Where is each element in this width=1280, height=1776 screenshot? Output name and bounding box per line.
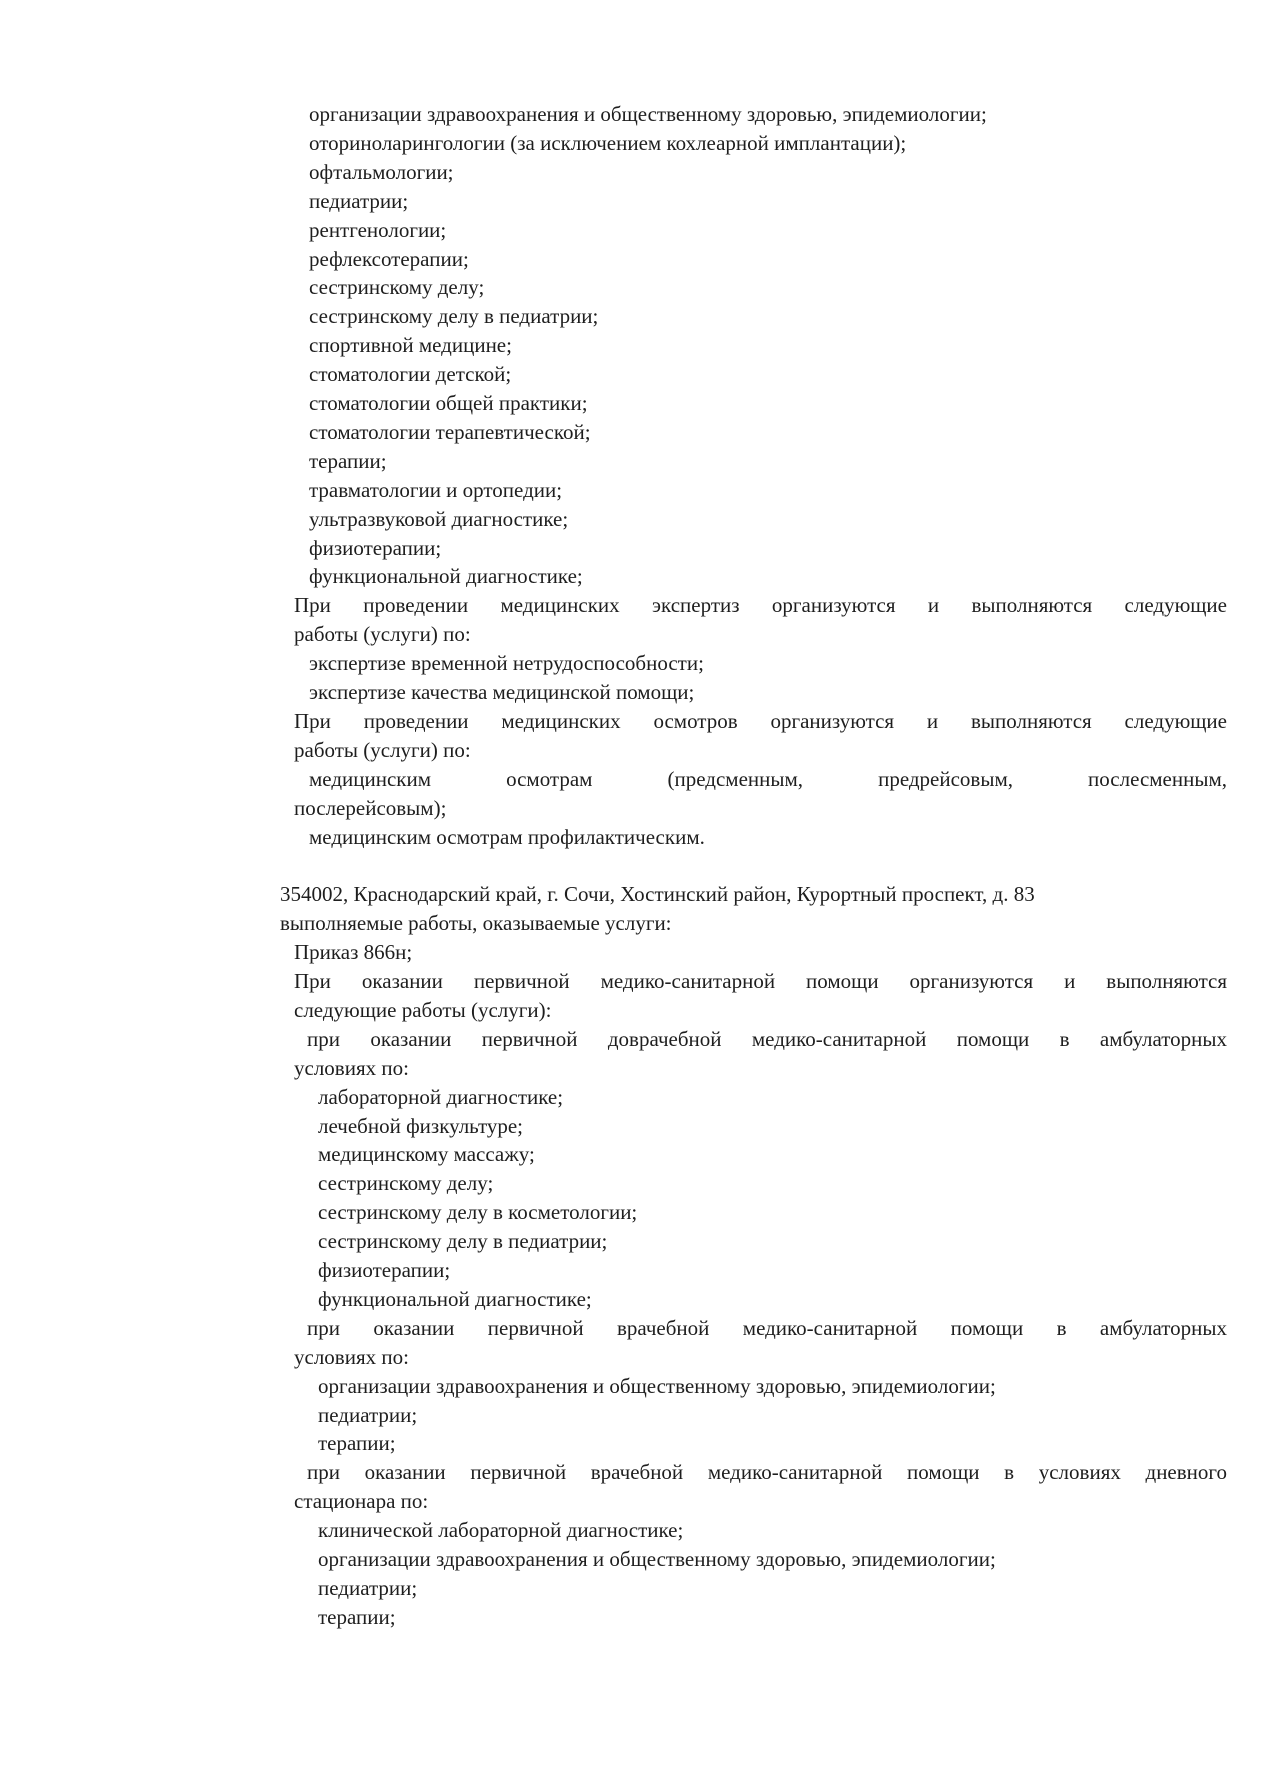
list-item: сестринскому делу; xyxy=(309,275,485,300)
paragraph-line: При проведении медицинских экспертиз организуются и выполняются следующие xyxy=(294,593,1227,618)
paragraph-line: Приказ 866н; xyxy=(294,940,413,965)
paragraph-line: При проведении медицинских осмотров организуются и выполняются следующие xyxy=(294,708,1227,733)
list-item: терапии; xyxy=(318,1431,396,1456)
paragraph-line: При оказании первичной медико-санитарной помощи организуются и выполняются xyxy=(294,969,1227,993)
paragraph-line: послерейсовым); xyxy=(294,795,447,820)
paragraph-line: условиях по: xyxy=(294,1344,409,1369)
list-item: стоматологии детской; xyxy=(309,362,512,387)
list-item: организации здравоохранения и общественному здоровью, эпидемиологии; xyxy=(309,102,987,126)
list-item: педиатрии; xyxy=(318,1402,418,1427)
list-item: стоматологии терапевтической; xyxy=(309,419,591,444)
list-item: медицинским осмотрам (предсменным, предрейсовым, послесменным, xyxy=(309,766,1227,791)
list-item: рефлексотерапии; xyxy=(309,246,469,271)
address-line: 354002, Краснодарский край, г. Сочи, Хостинский район, Курортный проспект, д. 83 xyxy=(280,882,1035,907)
list-item: экспертизе временной нетрудоспособности; xyxy=(309,651,704,676)
paragraph-line: при оказании первичной доврачебной медико-санитарной помощи в амбулаторных xyxy=(307,1026,1227,1051)
paragraph-line: работы (услуги) по: xyxy=(294,622,471,647)
list-item: физиотерапии; xyxy=(309,535,442,560)
list-item: оториноларингологии (за исключением кохлеарной имплантации); xyxy=(309,130,907,155)
list-item: медицинским осмотрам профилактическим. xyxy=(309,824,705,849)
list-item: педиатрии; xyxy=(318,1575,418,1600)
list-item: рентгенологии; xyxy=(309,217,447,242)
list-item: лечебной физкультуре; xyxy=(318,1113,524,1138)
list-item: медицинскому массажу; xyxy=(318,1142,535,1167)
list-item: офтальмологии; xyxy=(309,159,454,184)
list-item: физиотерапии; xyxy=(318,1258,451,1282)
list-item: функциональной диагностике; xyxy=(309,564,583,589)
list-item: стоматологии общей практики; xyxy=(309,391,588,415)
list-item: спортивной медицине; xyxy=(309,333,512,358)
paragraph-line: стационара по: xyxy=(294,1489,429,1514)
paragraph-line: работы (услуги) по: xyxy=(294,737,471,762)
paragraph-line: условиях по: xyxy=(294,1055,409,1080)
list-item: экспертизе качества медицинской помощи; xyxy=(309,680,695,704)
list-item: ультразвуковой диагностике; xyxy=(309,506,569,531)
list-item: педиатрии; xyxy=(309,188,409,213)
list-item: клинической лабораторной диагностике; xyxy=(318,1518,684,1543)
list-item: сестринскому делу в косметологии; xyxy=(318,1200,638,1225)
paragraph-line: при оказании первичной врачебной медико-санитарной помощи в условиях дневного xyxy=(307,1460,1227,1485)
list-item: терапии; xyxy=(318,1604,396,1629)
list-item: организации здравоохранения и общественному здоровью, эпидемиологии; xyxy=(318,1547,996,1571)
address-line: выполняемые работы, оказываемые услуги: xyxy=(280,911,672,936)
paragraph-line: при оказании первичной врачебной медико-санитарной помощи в амбулаторных xyxy=(307,1315,1227,1340)
list-item: лабораторной диагностике; xyxy=(318,1084,564,1109)
list-item: функциональной диагностике; xyxy=(318,1286,592,1311)
list-item: сестринскому делу в педиатрии; xyxy=(318,1229,608,1254)
paragraph-line: следующие работы (услуги): xyxy=(294,997,552,1022)
list-item: сестринскому делу в педиатрии; xyxy=(309,304,599,329)
list-item: травматологии и ортопедии; xyxy=(309,477,563,502)
list-item: сестринскому делу; xyxy=(318,1171,494,1196)
list-item: терапии; xyxy=(309,448,387,473)
list-item: организации здравоохранения и общественному здоровью, эпидемиологии; xyxy=(318,1373,996,1398)
